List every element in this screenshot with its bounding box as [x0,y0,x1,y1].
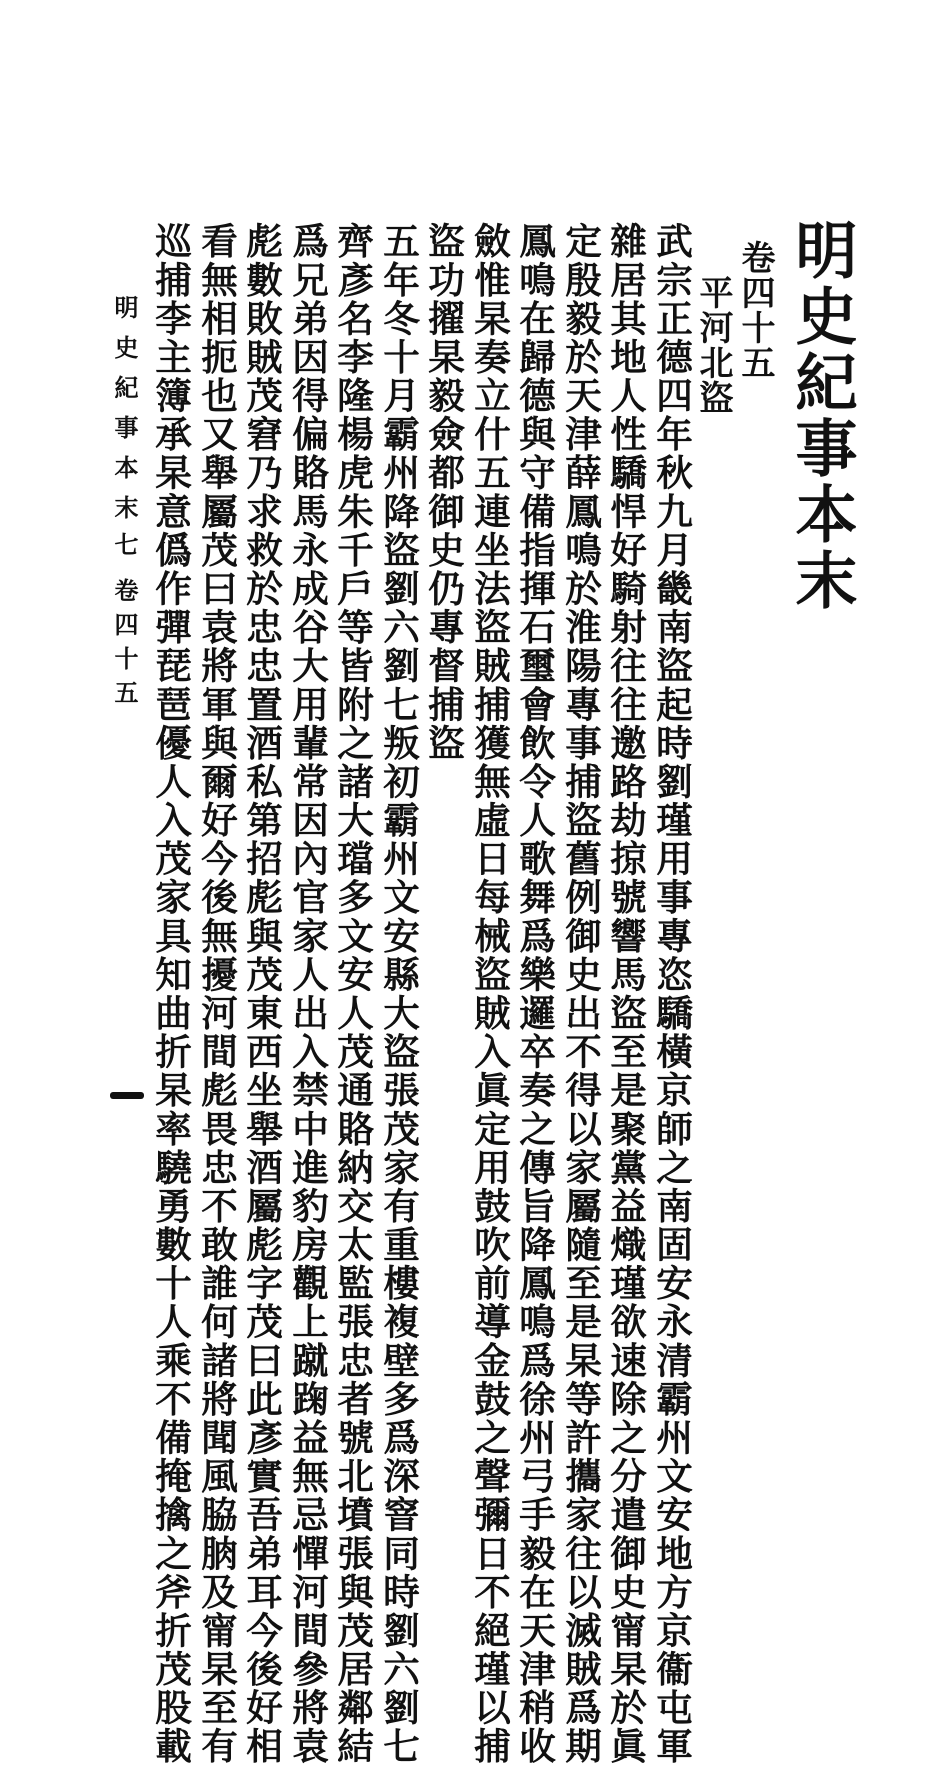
text-column-2: 雜居其地人性驕悍好騎射往往邀路劫掠號響馬盜至是聚黨益熾瑾欲速除之分遣御史甯杲於眞 [604,222,648,1766]
text-column-6: 盜功擢杲毅僉都御史仍專督捕盜 [422,222,466,763]
leaf-number-mark [110,1092,144,1099]
text-column-4: 鳳鳴在歸德與守備指揮石璽會飲令人歌舞爲樂邏卒奏之傳旨降鳳鳴爲徐州弓手毅在天津稍收 [513,222,557,1766]
text-column-10: 彪數敗賊茂窘乃求救於忠忠置酒私第招彪與茂東西坐舉酒屬彪字茂曰此彥實吾弟耳今後好相 [240,222,284,1766]
text-column-9: 爲兄弟因得偏賂馬永成谷大用輩常因內官家人出入禁中進豹房觀上蹴踘益無忌憚河間參將袁 [286,222,330,1766]
section-title: 平河北盜 [693,275,733,415]
text-column-5: 斂惟杲奏立什五連坐法盜賊捕獲無虛日每械盜賊入眞定用鼓吹前導金鼓之聲彌日不絕瑾以捕 [468,222,512,1766]
text-column-8: 齊彥名李隆楊虎朱千戶等皆附之諸大璫多文安人茂通賂納交太監張忠者號北墳張與茂居鄰結 [331,222,375,1766]
margin-book-title: 明史紀事本末 [110,295,139,535]
text-column-12: 巡捕李主簿承杲意僞作彈琵琶優人入茂家具知曲折杲率驍勇數十人乘不備掩擒之斧折茂股載 [149,222,193,1766]
text-column-1: 武宗正德四年秋九月畿南盜起時劉瑾用事專恣驕橫京師之南固安永清霸州文安地方京衞屯軍 [650,222,694,1766]
text-column-7: 五年冬十月霸州降盜劉六劉七叛初霸州文安縣大盜張茂家有重樓複壁多爲深窨同時劉六劉七 [377,222,421,1766]
text-column-11: 看無相扼也又舉屬茂曰袁將軍與爾好今後無擾河間彪畏忠不敢誰何諸將聞風脇朒及甯杲至有 [195,222,239,1766]
chapter-heading: 卷四十五 [735,240,775,380]
book-title: 明史紀事本末 [785,218,858,614]
margin-page-number: 七 [110,532,139,556]
text-column-3: 定殷毅於天津薛鳳鳴於淮陽專事捕盜舊例御史出不得以家屬隨至是杲等許攜家往以滅賊爲期 [559,222,603,1766]
margin-chapter: 卷四十五 [110,578,139,714]
